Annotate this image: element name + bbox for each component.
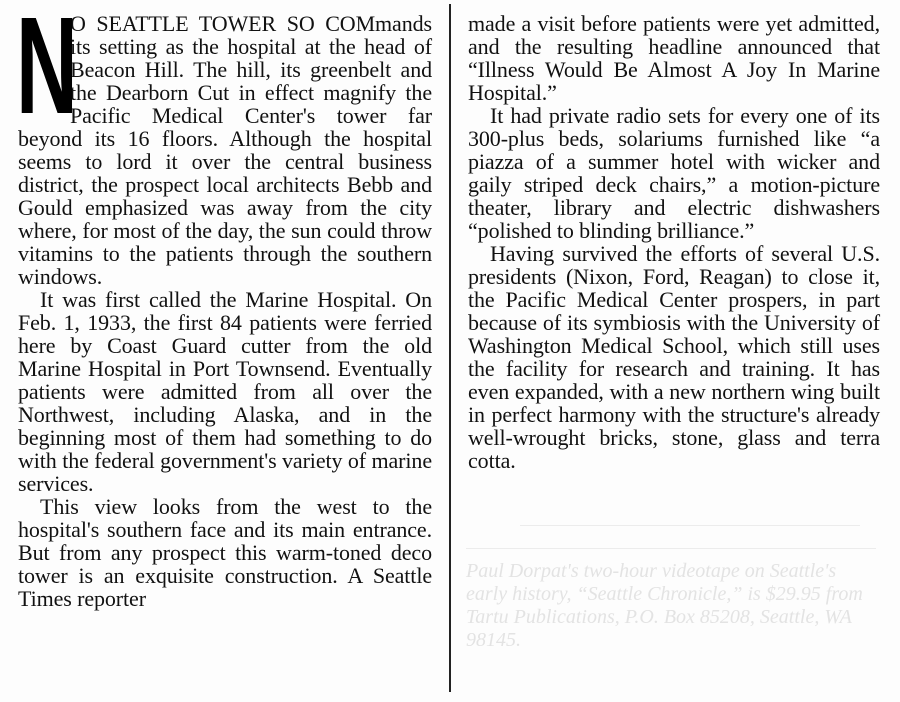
article-paragraph-2: It was first called the Marine Hospital. On Feb. 1, 1933, the first 84 patients were ferried here by Coast Guard cutter from the old Marine Hospital in Port Townsend. Eventually patients were admitted from all over the Northwest, including Alaska, and in the beginning most of them had something to do with the federal government's variety of marine services. bbox=[18, 287, 432, 496]
show-through-line bbox=[520, 525, 860, 526]
article-paragraph-5: It had private radio sets for every one of its 300-plus beds, solariums furnished like “a piazza of a summer hotel with wicker and gaily striped deck chairs,” a motion-picture theater, library and electric dishwashers “polished to blinding brilliance.” bbox=[468, 103, 880, 243]
article-paragraph-6: Having survived the efforts of several U.S. presidents (Nixon, Ford, Reagan) to close it, the Pacific Medical Center prospers, in part because of its symbiosis with the University of Washington Medical School, which still uses the facility for research and training. It has even expanded, with a new northern wing built in perfect harmony with the structure's already well-wrought bricks, stone, glass and terra cotta. bbox=[468, 241, 880, 473]
article-paragraph-3: This view looks from the west to the hospital's southern face and its main entrance. But from any prospect this warm-toned deco tower is an exquisite construction. A Seattle Times reporter bbox=[18, 494, 432, 611]
article-column-left bbox=[16, 0, 432, 611]
paragraph-text: O SEATTLE TOWER SO COMmands its setting as the hospital at the head of Beacon Hill. The hill, its greenbelt and the Dearborn Cut in effect magnify the Pacific Medical Center's tower far beyond its 16 floors. Although the hospital seems to lord it over the central business district, the prospect local architects Bebb and Gould emphasized was away from the city where, for most of the day, the sun could throw vitamins to the patients through the southern windows. bbox=[18, 11, 432, 289]
column-divider bbox=[449, 4, 451, 692]
article-paragraph-4: made a visit before patients were yet admitted, and the resulting headline announced that “Illness Would Be Almost A Joy In Marine Hospital.” bbox=[468, 11, 880, 105]
show-through-line bbox=[466, 548, 876, 549]
drop-cap: N bbox=[16, 0, 78, 143]
caption-credit: Paul Dorpat's two-hour videotape on Seattle's early history, “Seattle Chronicle,” is $29.95 from Tartu Publications, P.O. Box 85208, Seattle, WA 98145. bbox=[466, 560, 863, 651]
article-column-right bbox=[468, 12, 880, 472]
article-paragraph-1 bbox=[16, 0, 432, 289]
